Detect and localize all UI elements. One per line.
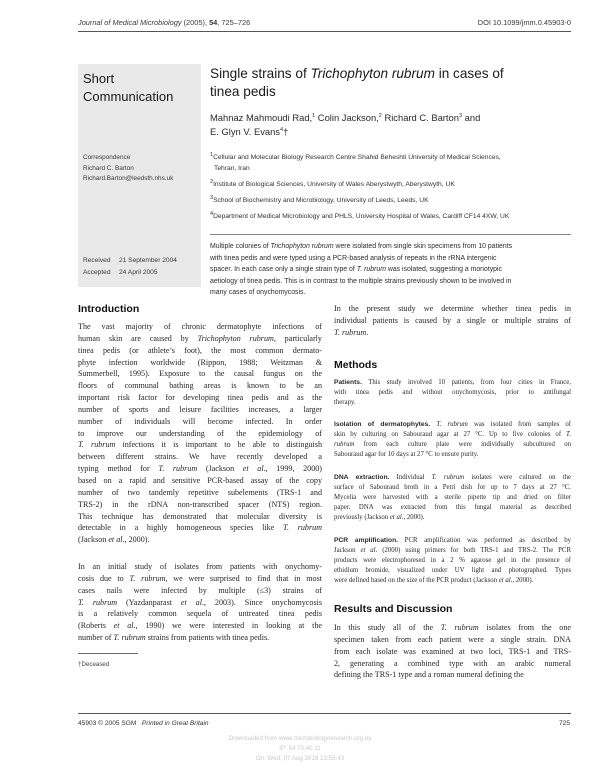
text-line: cosis due to T. rubrum, we were surprised to find that in most <box>78 573 322 583</box>
text-line: specimen taken from each patient were a single strain. DNA <box>334 634 571 644</box>
text-line: In this study all of the T. rubrum isolates from the one <box>334 623 571 632</box>
text-line: were defined based on the size of the PCR product (Jackson et al., 2000). <box>334 576 534 584</box>
results-paragraph-1 <box>334 622 571 681</box>
text-line: (Jackson et al., 2000). <box>78 535 150 545</box>
text-line: T. rubrum (Yazdanparast et al., 2003). Since onychomycosis <box>78 597 322 607</box>
text-line: floors of communal bathing areas is known to be an <box>78 381 322 391</box>
correspondence-name: Richard C. Barton <box>83 164 134 172</box>
text-line: phyte infection worldwide (Rippon, 1988; Weitzman & <box>78 357 322 367</box>
text-line: number of sports and leisure facilities increases, a larger <box>78 404 322 414</box>
text-line: individual patients is caused by a single or multiple strains of <box>334 315 571 325</box>
section-heading-methods: Methods <box>334 359 378 371</box>
running-header-journal: Journal of Medical Microbiology (2005), 54, 725–726 <box>78 18 251 27</box>
text-line: therapy. <box>334 398 356 406</box>
footnote-rule <box>78 653 138 654</box>
text-line: ethidium bromide, visualized under UV light and photographed. Types <box>334 566 571 574</box>
author-list: Mahnaz Mahmoudi Rad,$^1$ Colin Jackson,$^2$ Richard C. Barton$^3$ and E. Glyn V. Evans$^4$† <box>210 112 481 137</box>
text-line: T. rubrum infections it is important to be able to distinguish <box>78 440 323 450</box>
text-line: This technique has demonstrated that molecular diversity is <box>78 511 322 521</box>
text-line: 2, generating a combined type with an arabic numeral <box>334 658 571 668</box>
text-line: surface of Sabouraud broth in a Petri dish for up to 7 days at 27 °C. <box>334 483 571 491</box>
article-type: Short Communication <box>83 71 174 104</box>
footer-rule <box>78 713 571 714</box>
methods-pcr <box>334 536 571 586</box>
text-line: number of individuals will become infected. In order <box>78 416 322 426</box>
text-line: cases nails were infected by multiple (≤3) strains of <box>78 585 322 595</box>
text-line: (Roberts et al., 1990) we were interested in looking at the <box>78 621 322 631</box>
intro-paragraph-1 <box>78 321 322 546</box>
text-line: based on a rapid and sensitive PCR-based assay of the copy <box>78 475 322 485</box>
section-heading-results: Results and Discussion <box>334 603 453 615</box>
affiliation-2: $^2$Institute of Biological Sciences, University of Wales Aberystwyth, Aberystwyth, UK <box>210 178 455 188</box>
journal-name: Journal of Medical Microbiology <box>78 18 182 27</box>
text-line: Isolation of dermatophytes. T. rubrum was isolated from samples of <box>334 421 572 428</box>
text-line: Sabouraud agar for 10 days at 27 °C to ensure purity. <box>334 450 479 458</box>
page-number: 725 <box>558 720 570 727</box>
text-line: skin by culturing on Sabouraud agar at 27 °C. Up to five colonies of T. <box>334 430 571 438</box>
text-line: Patients. This study involved 10 patients, from four cities in France, <box>334 379 571 386</box>
download-watermark-line3: On: Wed, 07 Aug 2019 13:55:43 <box>255 755 345 762</box>
article-title: Single strains of Trichophyton rubrum in cases of tinea pedis <box>210 66 504 99</box>
text-line: human skin are caused by Trichophyton rubrum, particularly <box>78 333 322 343</box>
text-line: In the present study we determine whether tinea pedis in <box>334 304 571 313</box>
text-line: The vast majority of chronic dermatophyte infections of <box>78 322 322 331</box>
text-line: In an initial study of isolates from patients with onychomy- <box>78 562 322 571</box>
footer-copyright: 45903 © 2005 SGM Printed in Great Britain <box>78 720 209 727</box>
abstract: Multiple colonies of Trichophyton rubrum were isolated from single skin specimens from 10 patients with tinea pedis and were typed using a PCR-based analysis of repeats in the rRNA intergenic spacer. In each case only a single strain type of T. rubrum was isolated, suggesting a monotypic aetiology of tinea pedis. This is in contrast to the multiple strains previously shown to be involved in many cases of onychomycosis. <box>210 243 513 297</box>
text-line: important risk factor for developing tinea pedis and as the <box>78 393 322 403</box>
methods-patients <box>334 378 571 408</box>
text-line: is a relatively common sequela of untreated tinea pedis <box>78 609 322 619</box>
correspondence <box>83 153 201 185</box>
text-line: between different strains. We have recently developed a <box>78 452 322 462</box>
text-line: Jackson et al. (2000) using primers for both TRS-1 and TRS-2. The PCR <box>334 546 571 554</box>
text-line: T. rubrum. <box>334 327 369 337</box>
header-rule <box>78 31 571 32</box>
download-watermark-line2: IP: 54.70.40.11 <box>279 745 321 752</box>
correspondence-email[interactable]: Richard.Barton@leedsth.nhs.uk <box>83 175 174 182</box>
text-line: to improve our understanding of the epidemiology of <box>78 428 322 438</box>
text-line: rubrum from each culture plate were individually subcultured on <box>334 440 571 448</box>
text-line: from each isolate was examined at two loci, TRS-1 and TRS- <box>334 646 571 656</box>
text-line: detectable in a highly homogeneous species like T. rubrum <box>78 523 322 533</box>
text-line: paper. DNA was extracted from this fungal material as described <box>334 503 571 511</box>
abstract-rule <box>210 234 571 235</box>
download-watermark-line1: Downloaded from www.microbiologyresearch.org by <box>228 735 372 742</box>
affiliation-3: $^3$School of Biochemistry and Microbiology, University of Leeds, Leeds, UK <box>210 194 429 204</box>
affiliation-4: $^4$Department of Medical Microbiology and PHLS, University Hospital of Wales, Cardiff CF14 4XW, UK <box>210 210 510 220</box>
dates <box>83 255 201 278</box>
methods-isolation <box>334 420 571 460</box>
text-line: PCR amplification. PCR amplification was performed as described by <box>334 537 571 544</box>
text-line: with tinea pedis and without onychomycosis, prior to antifungal <box>334 388 571 396</box>
text-line: defining the TRS-1 type and a roman numeral defining the <box>334 670 524 680</box>
correspondence-heading: Correspondence <box>83 154 131 161</box>
footnote: †Deceased <box>78 661 110 668</box>
text-line: tinea pedis (or athlete’s foot), the most common dermato- <box>78 345 322 355</box>
volume: 54 <box>209 18 218 27</box>
text-line: products were electrophoresed in a 2 % agarose gel in the presence of <box>334 556 571 564</box>
text-line: TRS-2) in the rDNA non-transcribed spacer (NTS) region. <box>78 499 322 509</box>
text-line: DNA extraction. Individual T. rubrum isolates were cultured on the <box>334 474 572 481</box>
text-line: number of T. rubrum strains from patients with tinea pedis. <box>78 633 270 643</box>
affiliation-1: $^1$Cellular and Molecular Biology Research Centre Shahid Beheshti University of Medical Sciences, Tehran, Iran <box>210 151 501 172</box>
section-heading-introduction: Introduction <box>78 303 140 315</box>
intro-paragraph-3 <box>334 303 571 339</box>
doi: DOI 10.1099/jmm.0.45903-0 <box>477 18 571 27</box>
accepted-date: Accepted 24 April 2005 <box>83 268 158 276</box>
text-line: number of two tandemly repetitive subelements (TRS-1 and <box>78 487 322 497</box>
received-date: Received 21 September 2004 <box>83 257 177 264</box>
text-line: Mycelia were harvested with a sterile pipette tip and dried on filter <box>334 493 571 501</box>
text-line: previously (Jackson et al., 2000). <box>334 513 425 521</box>
intro-paragraph-2 <box>78 561 322 644</box>
text-line: typing method for T. rubrum (Jackson et al., 1999, 2000) <box>78 464 322 474</box>
text-line: Summerbell, 1995). Exposure to the causal fungus on the <box>78 369 322 379</box>
methods-dna-extraction <box>334 473 571 523</box>
